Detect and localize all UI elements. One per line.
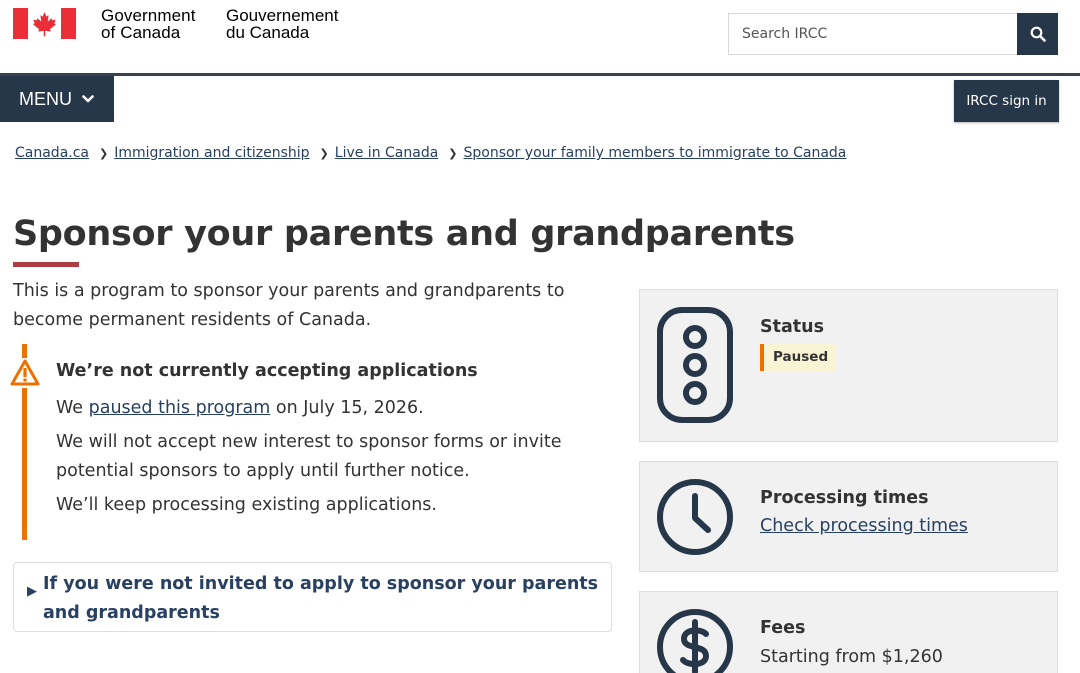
chevron-right-icon: ❯ (99, 146, 109, 160)
alert-body (56, 394, 616, 525)
alert-line-1-prefix: We (56, 398, 89, 418)
menu-label: MENU (19, 88, 72, 109)
status-card (639, 289, 1058, 442)
breadcrumb-link-immigration[interactable]: Immigration and citizenship (114, 145, 310, 161)
fees-amount: Starting from $1,260 (760, 647, 943, 667)
ircc-sign-in-button[interactable]: IRCC sign in (954, 80, 1059, 122)
status-heading: Status (760, 317, 825, 337)
intro-text: This is a program to sponsor your parents and grandparents to become permanent residents of Canada. (13, 281, 565, 330)
breadcrumb (15, 145, 846, 161)
title-underline (13, 262, 79, 267)
not-invited-details[interactable] (13, 562, 612, 632)
page-title: Sponsor your parents and grandparents (13, 214, 795, 254)
processing-times-heading: Processing times (760, 488, 929, 508)
breadcrumb-link-canada[interactable]: Canada.ca (15, 145, 89, 161)
wordmark-fr-line2: du Canada (226, 23, 310, 42)
site-header (0, 0, 1080, 73)
clock-icon (656, 478, 734, 556)
paused-program-link[interactable]: paused this program (88, 398, 271, 418)
search-input[interactable]: Search IRCC (728, 13, 1018, 55)
chevron-right-icon: ❯ (319, 146, 329, 160)
fees-heading: Fees (760, 618, 806, 638)
wordmark-en-line1: Government (101, 6, 196, 25)
warning-icon (10, 358, 40, 388)
canada-flag-icon (13, 8, 76, 39)
fees-card (639, 591, 1058, 673)
check-processing-times-link[interactable]: Check processing times (760, 516, 968, 536)
breadcrumb-link-live-in-canada[interactable]: Live in Canada (334, 145, 439, 161)
status-badge: Paused (760, 344, 836, 371)
breadcrumb-link-sponsor-family[interactable]: Sponsor your family members to immigrate to Canada (463, 145, 847, 161)
alert-line-1 (56, 394, 616, 423)
processing-times-card (639, 461, 1058, 572)
alert-line-3: We’ll keep processing existing applications. (56, 495, 437, 515)
alert-line-1-suffix: on July 15, 2026. (270, 398, 424, 418)
chevron-right-icon: ❯ (448, 146, 458, 160)
search-button[interactable] (1017, 13, 1058, 55)
gouvernement-du-canada-wordmark[interactable] (226, 7, 338, 41)
wordmark-fr-line1: Gouvernement (226, 6, 339, 25)
alert-line-2: We will not accept new interest to sponsor forms or invite potential sponsors to apply until further notice. (56, 432, 562, 481)
search-icon (1030, 26, 1046, 42)
expand-triangle-icon: ▶ (27, 584, 37, 599)
alert-heading: We’re not currently accepting applications (56, 361, 478, 381)
details-summary: If you were not invited to apply to sponsor your parents and grandparents (43, 574, 599, 623)
government-of-canada-wordmark[interactable] (101, 7, 196, 41)
header-divider (0, 73, 1080, 76)
wordmark-en-line2: of Canada (101, 23, 181, 42)
dollar-icon (656, 608, 734, 673)
traffic-light-icon (656, 306, 734, 424)
chevron-down-icon (82, 94, 94, 104)
menu-button[interactable] (0, 76, 114, 122)
